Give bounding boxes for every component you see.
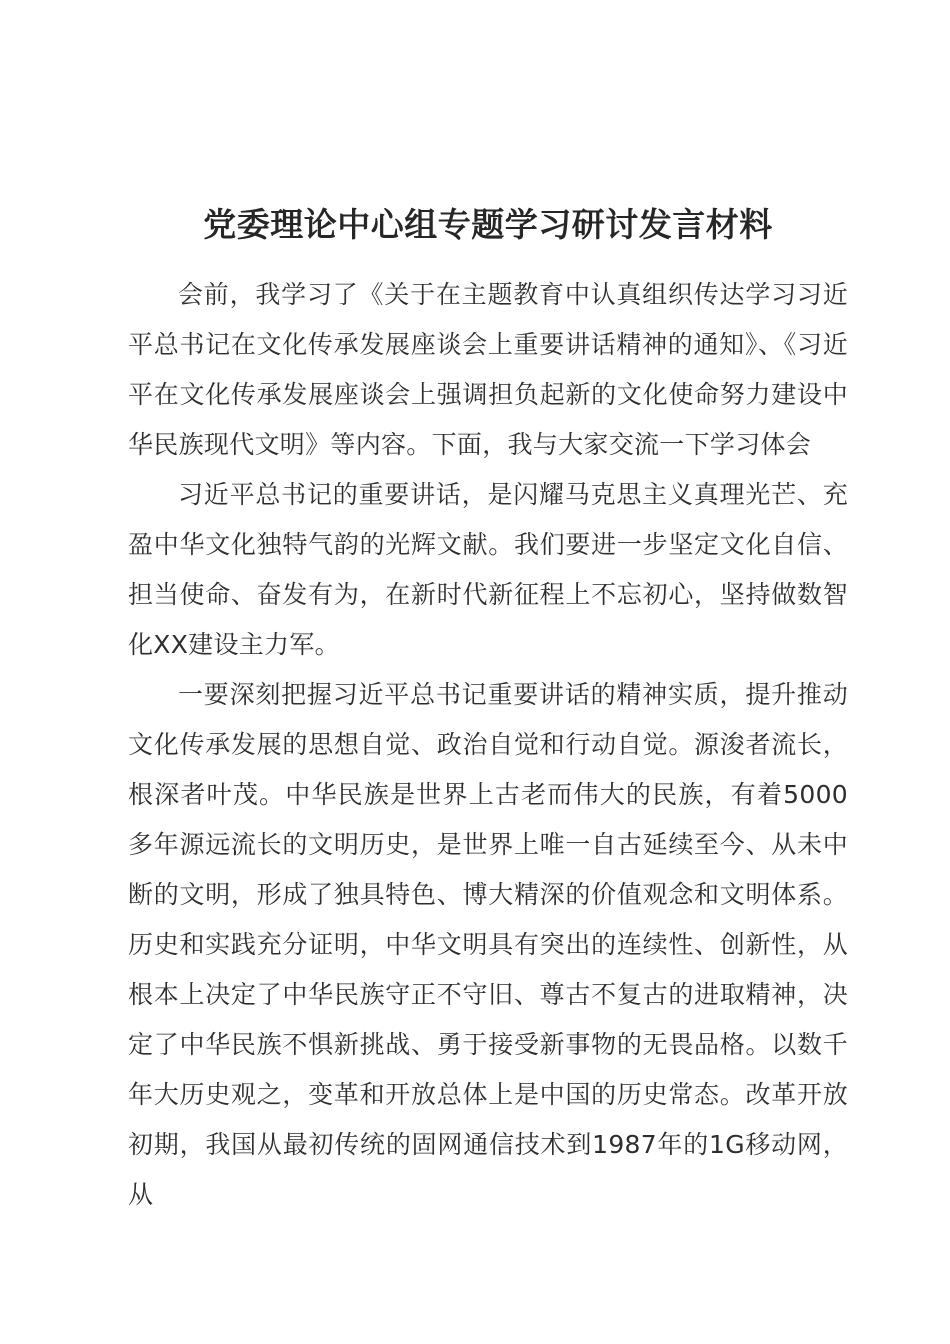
document-page bbox=[128, 200, 848, 1220]
paragraph-speech-significance: 习近平总书记的重要讲话，是闪耀马克思主义真理光芒、充盈中华文化独特气韵的光辉文献。我们要进一步坚定文化自信、担当使命、奋发有为，在新时代新征程上不忘初心，坚持做数智化XX建设主力军。 bbox=[128, 480, 848, 659]
paragraph-intro: 会前，我学习了《关于在主题教育中认真组织传达学习习近平总书记在文化传承发展座谈会上重要讲话精神的通知》、《习近平在文化传承发展座谈会上强调担负起新的文化使命努力建设中华民族现代文明》等内容。下面，我与大家交流一下学习体会 bbox=[128, 280, 848, 459]
paragraph-point-one: 一要深刻把握习近平总书记重要讲话的精神实质，提升推动文化传承发展的思想自觉、政治自觉和行动自觉。源浚者流长，根深者叶茂。中华民族是世界上古老而伟大的民族，有着5000多年源远流长的文明历史，是世界上唯一自古延续至今、从未中断的文明，形成了独具特色、博大精深的价值观念和文明体系。历史和实践充分证明，中华文明具有突出的连续性、创新性，从根本上决定了中华民族守正不守旧、尊古不复古的进取精神，决定了中华民族不惧新挑战、勇于接受新事物的无畏品格。以数千年大历史观之，变革和开放总体上是中国的历史常态。改革开放初期，我国从最初传统的固网通信技术到1987年的1G移动网，从 bbox=[128, 680, 848, 1209]
document-title: 党委理论中心组专题学习研讨发言材料 bbox=[203, 205, 773, 244]
